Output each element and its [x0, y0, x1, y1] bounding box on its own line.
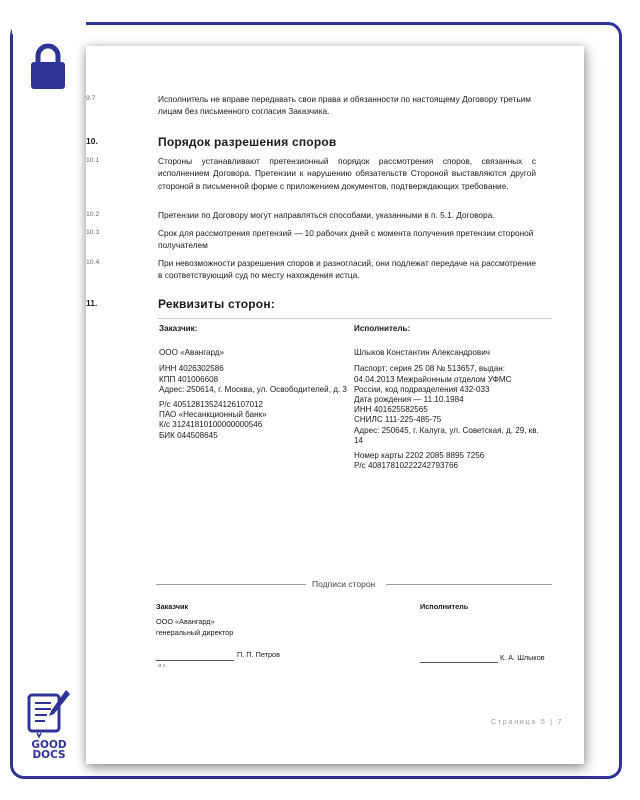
- signatures-rule-right: [386, 584, 552, 585]
- frame-gap: [12, 10, 86, 34]
- good-docs-logo: [26, 688, 72, 766]
- section-10-heading: 10. Порядок разрешения споров: [86, 135, 337, 149]
- contractor-signature-line: [420, 662, 498, 663]
- clause-10-1: 10.1 Стороны устанавливают претензионный порядок рассмотрения споров, связанных с исполнением Договора. Претензии к нарушению обязательств Стороной выставляются другой стороной в письменной форме с приложением документов, подтверждающих требование.: [86, 156, 536, 191]
- contractor-requisites: Исполнитель: Шлыков Константин Александрович Паспорт: серия 25 08 № 513657, выдан: 04.04.2013 Межрайонным отделом УФМС России, код подразделения 432-033 Дата рождения — 11.10.1984 ИНН 401625582565 СНИЛС 111-225-485-75 Адрес: 250645, г. Калуга, ул. Советская, д. 29, кв. 14 Номер карты 2202 2085 8895 7256 Р/с 40817810222242793766: [354, 324, 539, 471]
- customer-sign-heading: Заказчик: [156, 602, 189, 611]
- clause-10-4: 10.4 При невозможности разрешения споров и разногласий, они подлежат передаче на рассмотрение в соответствующий суд по месту нахождения истца.: [86, 258, 536, 281]
- clause-9-7: 9.7 Исполнитель не вправе передавать свои права и обязанности по настоящему Договору третьим лицам без письменного согласия Заказчика.: [86, 94, 532, 117]
- customer-signature-line: [156, 660, 234, 661]
- customer-sign-org: ООО «Авангард»: [156, 617, 215, 626]
- contractor-signer-name: К. А. Шлыков: [500, 653, 545, 662]
- signatures-rule-left: [156, 584, 306, 585]
- signatures-title: Подписи сторон: [312, 579, 376, 589]
- clause-10-2: 10.2 Претензии по Договору могут направляться способами, указанными в п. 5.1. Договора.: [86, 210, 495, 220]
- document-page: [86, 46, 584, 764]
- customer-sign-role: генеральный директор: [156, 628, 234, 637]
- logo-text-good: GOOD: [31, 739, 67, 751]
- requisites-divider: [158, 318, 552, 319]
- page-number: Страница 5 | 7: [491, 719, 564, 726]
- customer-requisites: Заказчик: ООО «Авангард» ИНН 4026302586 КПП 401006608 Адрес: 250614, г. Москва, ул. Освободителей, д. 3 Р/с 40512813524126107012 ПАО «Несанкционный банк» К/с 31241810100000000546 БИК 044508645: [159, 324, 347, 440]
- customer-signer-name: П. П. Петров: [237, 650, 280, 659]
- section-11-heading: 11. Реквизиты сторон:: [86, 297, 275, 311]
- stamp-place: м.п.: [158, 663, 167, 669]
- clause-10-3: 10.3 Срок для рассмотрения претензий — 10 рабочих дней с момента получения претензии стороной получателем: [86, 228, 534, 251]
- logo-text-docs: DOCS: [32, 749, 66, 761]
- contractor-sign-heading: Исполнитель: [420, 602, 469, 611]
- lock-icon: [30, 42, 66, 90]
- document-pen-icon: [26, 688, 72, 740]
